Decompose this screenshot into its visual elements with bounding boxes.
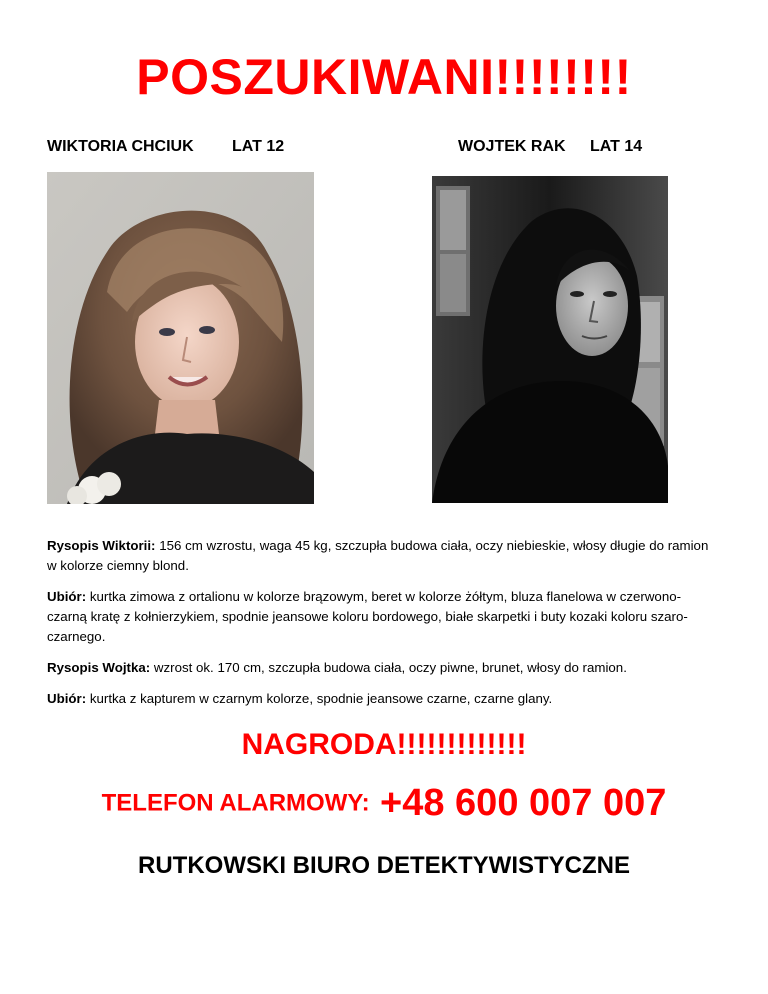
person-age-wiktoria: LAT 12 [232,138,285,155]
description-label: Ubiór: [47,589,87,604]
description-label: Rysopis Wiktorii: [47,538,156,553]
description-text: kurtka zimowa z ortalionu w kolorze brązowym, beret w kolorze żółtym, bluza flanelowa w czerwono-czarną kratę z kołnierzykiem, spodnie jeansowe koloru bordowego, białe skarpetki i buty kozaki koloru szaro-czarnego. [47,589,688,644]
phone-label: TELEFON ALARMOWY: [101,789,370,817]
girl-portrait-image [47,172,314,504]
description-wojtek [47,658,719,678]
description-label: Ubiór: [47,691,87,706]
phone-number: +48 600 007 007 [380,782,667,824]
person-name-wojtek: WOJTEK RAK [458,138,566,155]
poster-title: POSZUKIWANI!!!!!!!! [136,49,632,105]
description-wiktoria [47,536,719,576]
reward-heading: NAGRODA!!!!!!!!!!!!! [241,728,527,761]
clothing-wiktoria [47,587,719,647]
agency-name: RUTKOWSKI BIURO DETEKTYWISTYCZNE [138,852,630,879]
boy-portrait-image [432,176,668,503]
person-age-wojtek: LAT 14 [590,138,643,155]
description-text: 156 cm wzrostu, waga 45 kg, szczupła budowa ciała, oczy niebieskie, włosy długie do ramion w kolorze ciemny blond. [47,538,709,573]
description-label: Rysopis Wojtka: [47,660,151,675]
person-name-wiktoria: WIKTORIA CHCIUK [47,138,194,155]
description-text: wzrost ok. 170 cm, szczupła budowa ciała, oczy piwne, brunet, włosy do ramion. [150,660,627,675]
missing-boy-photo [432,176,668,503]
missing-girl-photo [47,172,314,504]
phone-line [0,782,768,825]
description-text: kurtka z kapturem w czarnym kolorze, spodnie jeansowe czarne, czarne glany. [86,691,553,706]
clothing-wojtek [47,689,719,709]
